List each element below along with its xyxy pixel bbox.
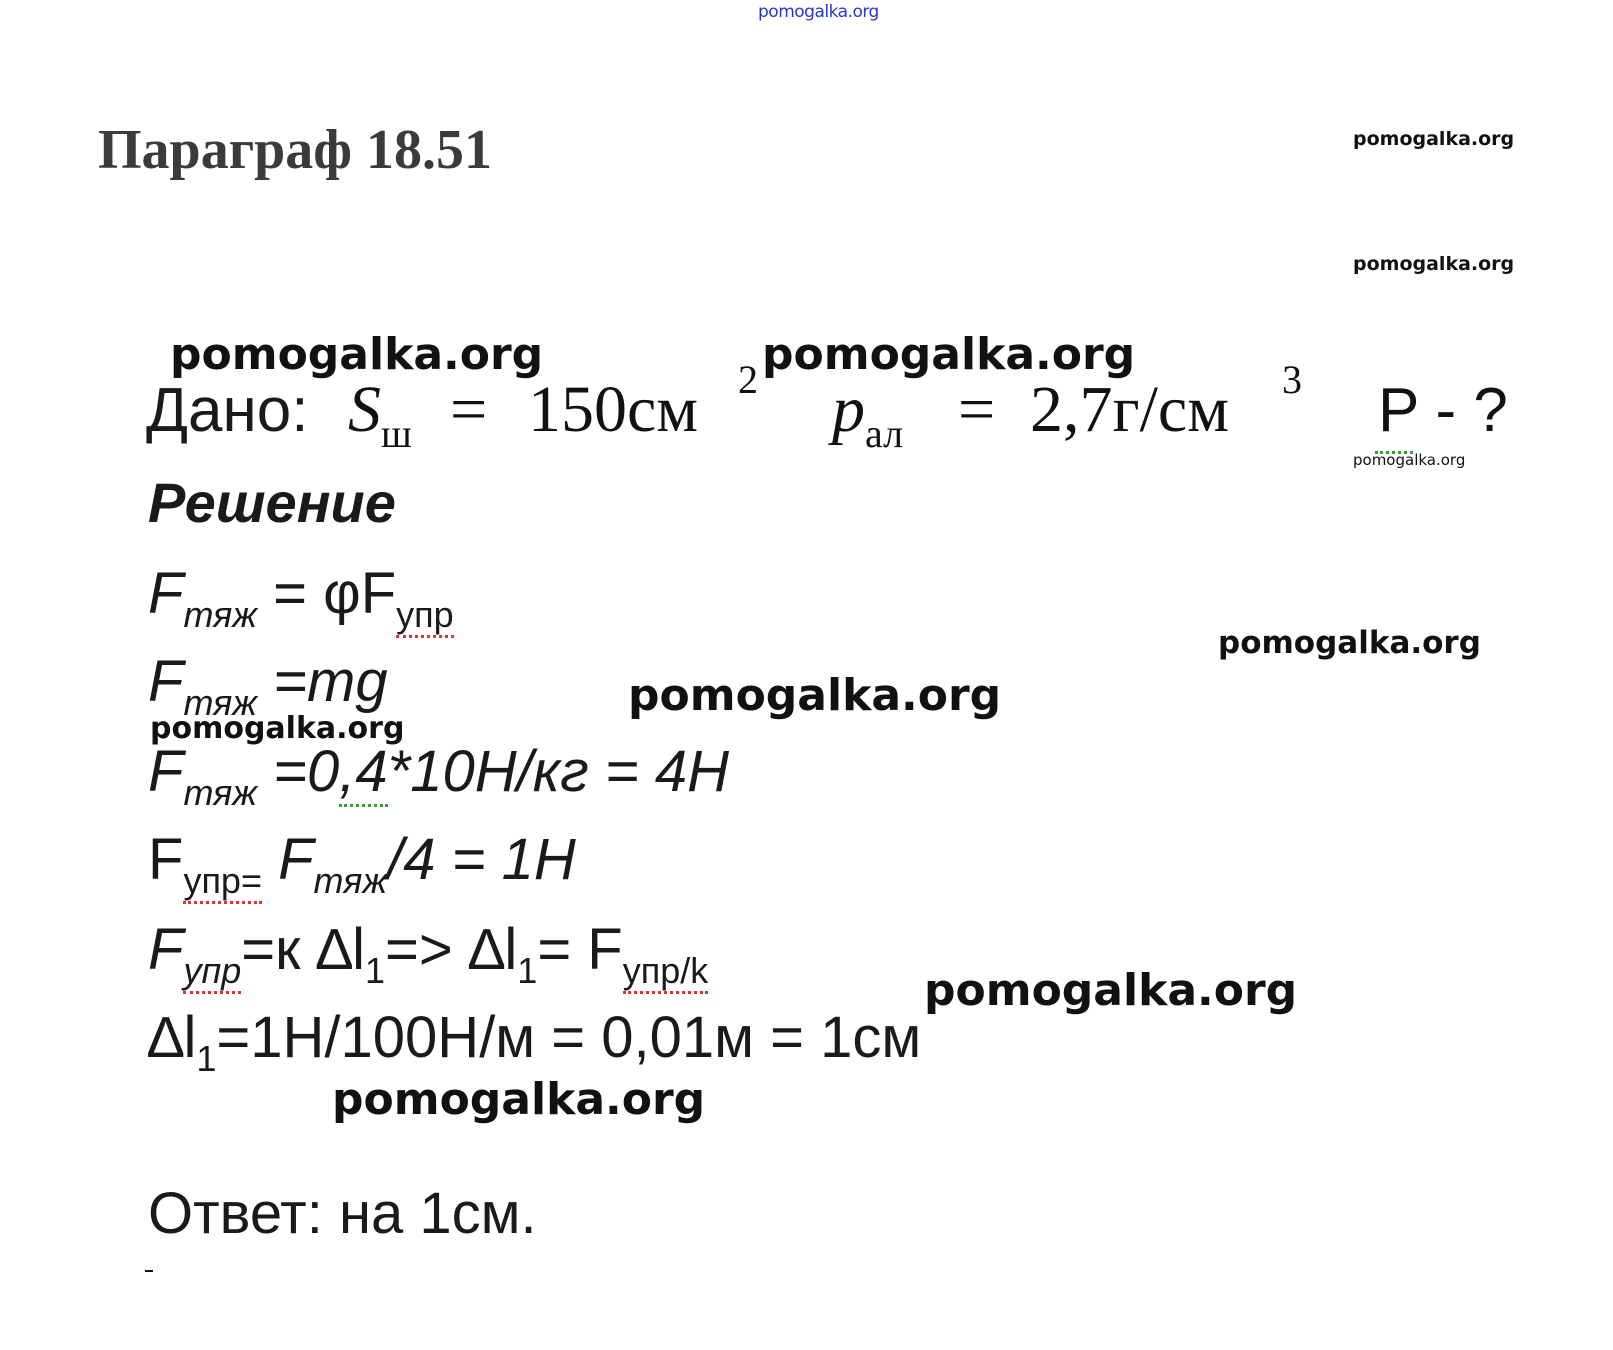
given-label: Дано:: [146, 376, 309, 445]
formula-line-5: $F_{упр}=к$ $\Delta l_1=> \Delta l_1= F_{упр/k}$: [148, 916, 708, 992]
watermark-top: pomogalka.org: [758, 2, 879, 22]
divider: [145, 1270, 153, 1272]
equals-sign: =: [450, 373, 488, 446]
watermark: pomogalka.org: [150, 711, 405, 746]
watermark: pomogalka.org: [1353, 451, 1466, 469]
watermark: pomogalka.org: [1353, 253, 1515, 275]
find-quantity: P - ?: [1378, 376, 1508, 445]
page-title: Параграф 18.51: [98, 119, 493, 181]
area-value: 150см: [528, 373, 699, 446]
answer: Ответ: на 1см.: [148, 1181, 537, 1246]
watermark: pomogalka.org: [762, 329, 1136, 380]
solution-heading: Решение: [148, 471, 396, 534]
equals-sign: =: [958, 373, 996, 446]
density-symbol: $p_{ал}$: [832, 373, 904, 456]
watermark: pomogalka.org: [332, 1074, 706, 1125]
formula-line-1: $F_{тяж} = \varphi F_{упр}$: [148, 560, 454, 636]
formula-line-6: $\Delta l_1=1Н/100Н/м = 0,01м = 1см$: [148, 1005, 922, 1079]
area-symbol: $S_ш$: [348, 373, 412, 456]
watermark: pomogalka.org: [628, 670, 1002, 721]
formula-line-3: $F_{тяж} =0,4*10Н/кг = 4Н$: [148, 739, 729, 813]
formula-line-2: $F_{тяж} =mg$: [148, 649, 388, 723]
watermark: pomogalka.org: [924, 965, 1298, 1016]
watermark: pomogalka.org: [170, 329, 544, 380]
formula-line-4: $F_{упр=}$ $F_{тяж}/4 = 1Н$: [148, 826, 576, 902]
density-exponent: 3: [1282, 357, 1302, 402]
watermark: pomogalka.org: [1353, 128, 1515, 150]
watermark: pomogalka.org: [1218, 625, 1481, 661]
area-exponent: 2: [738, 357, 758, 402]
density-value: 2,7г/см: [1030, 373, 1229, 446]
spellcheck-underline: [1375, 445, 1413, 454]
